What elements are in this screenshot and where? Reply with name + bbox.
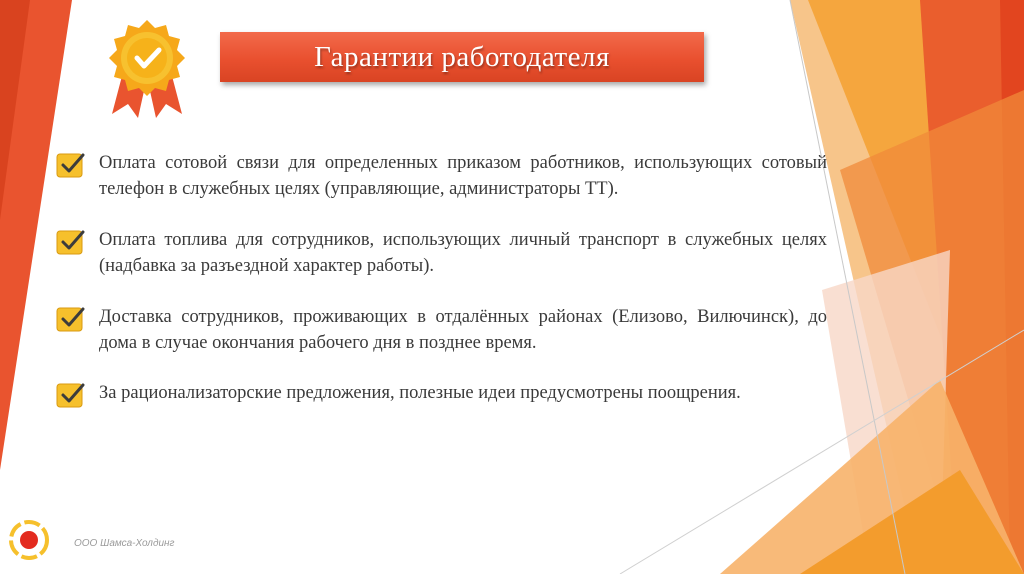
bullet-text: Доставка сотрудников, проживающих в отдалённых районах (Елизово, Вилючинск), до дома в случае окончания рабочего дня в позднее время.: [99, 307, 827, 353]
company-logo-icon: [8, 519, 50, 561]
title-banner: [220, 32, 704, 82]
bullet-text: Оплата сотовой связи для определенных приказом работников, использующих сотовый телефон в служебных целях (управляющие, администраторы ТТ).: [99, 153, 827, 199]
checkbox-checked-icon: [56, 228, 86, 256]
checkbox-checked-icon: [56, 151, 86, 179]
footer-company: ООО Шамса-Холдинг: [74, 538, 175, 549]
checkbox-checked-icon: [56, 305, 86, 333]
page-title: Гарантии работодателя: [314, 40, 610, 73]
bullet-text: Оплата топлива для сотрудников, использующих личный транспорт в служебных целях (надбавка за разъездной характер работы).: [99, 230, 827, 276]
bullet-text: За рационализаторские предложения, полезные идеи предусмотрены поощрения.: [99, 383, 741, 403]
checkbox-checked-icon: [56, 381, 86, 409]
award-badge-icon: [104, 18, 190, 122]
